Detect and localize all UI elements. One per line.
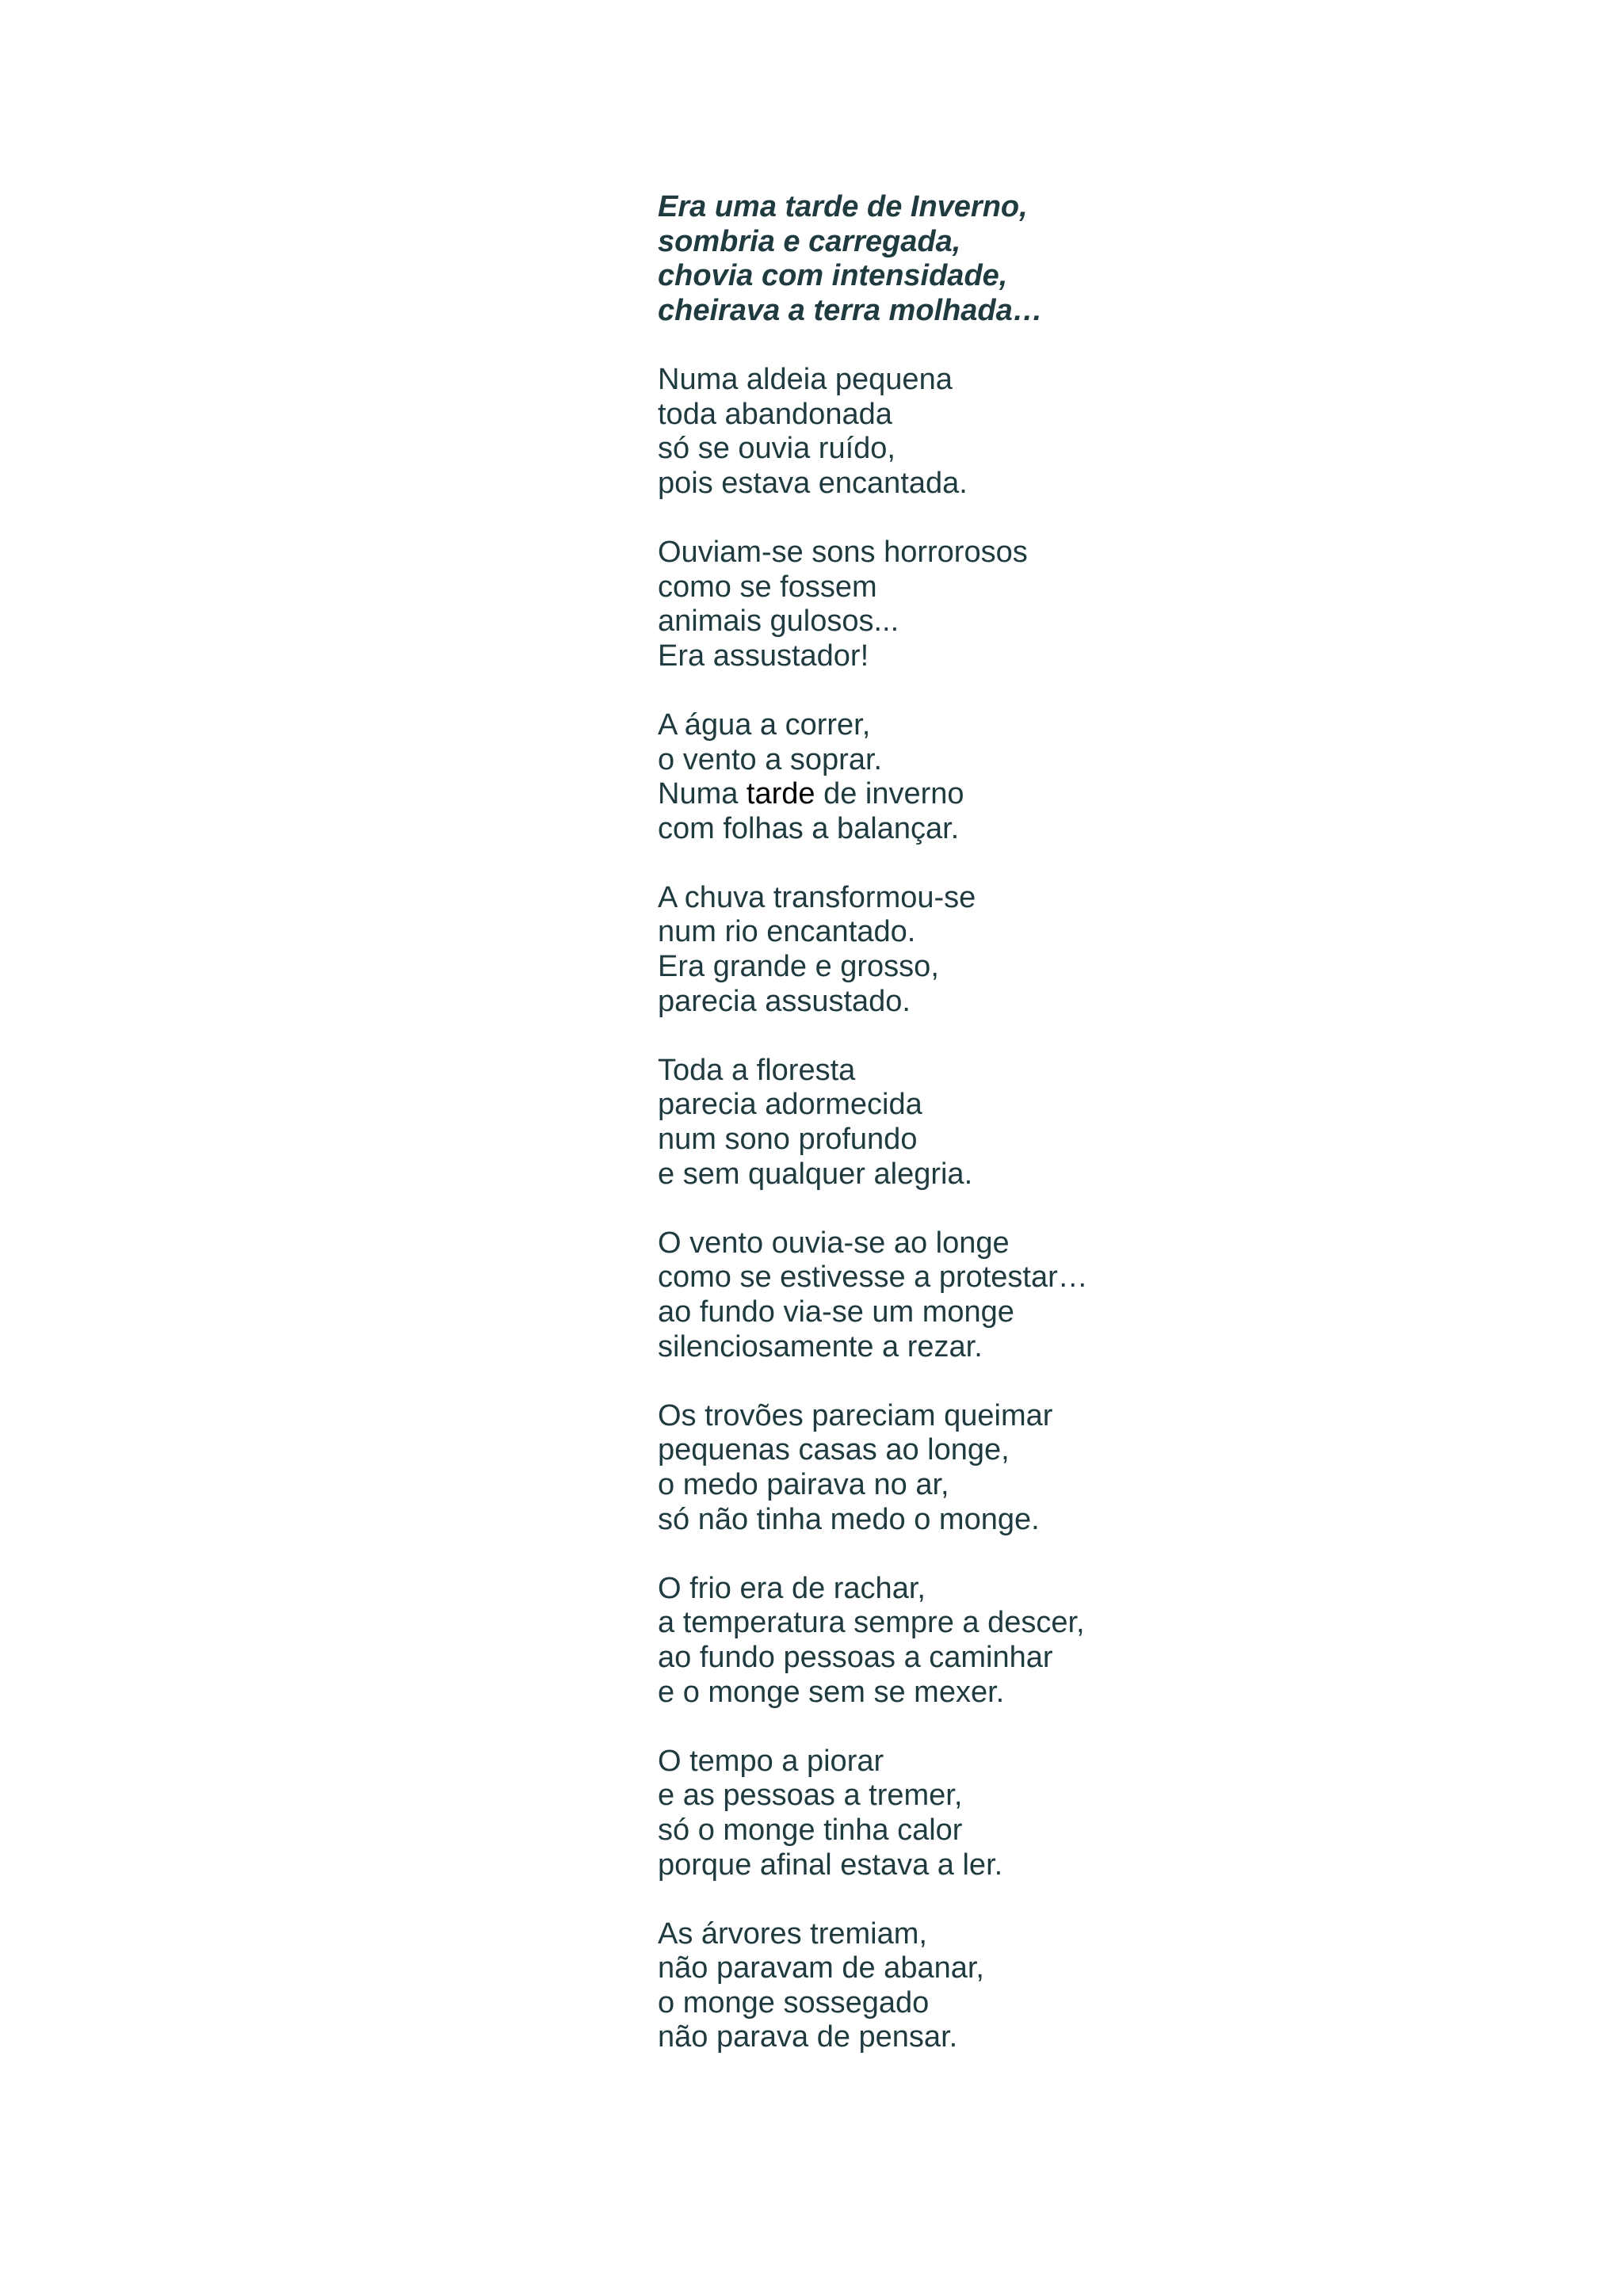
poem-line: num rio encantado. xyxy=(658,915,916,949)
poem-stanza xyxy=(658,1399,1371,1537)
poem-line: só não tinha medo o monge. xyxy=(658,1502,1040,1536)
poem-stanza xyxy=(658,708,1371,846)
poem-body xyxy=(658,190,1371,2090)
poem-line: cheirava a terra molhada… xyxy=(658,293,1043,327)
poem-line: Toda a floresta xyxy=(658,1053,856,1087)
poem-line: e sem qualquer alegria. xyxy=(658,1157,973,1191)
poem-line: não paravam de abanar, xyxy=(658,1951,984,1985)
poem-line: Ouviam-se sons horrorosos xyxy=(658,535,1028,569)
poem-stanza xyxy=(658,1745,1371,1882)
poem-line: ao fundo via-se um monge xyxy=(658,1295,1014,1329)
poem-line-segment: de inverno xyxy=(815,777,964,811)
poem-stanza xyxy=(658,1917,1371,2055)
poem-line: Numa aldeia pequena xyxy=(658,362,953,396)
poem-line: só se ouvia ruído, xyxy=(658,432,896,466)
poem-stanza xyxy=(658,881,1371,1019)
poem-line: toda abandonada xyxy=(658,397,892,431)
poem-stanza xyxy=(658,536,1371,673)
poem-line: com folhas a balançar. xyxy=(658,811,960,845)
poem-line: O tempo a piorar xyxy=(658,1744,884,1778)
poem-stanza xyxy=(658,363,1371,501)
poem-line: chovia com intensidade, xyxy=(658,259,1008,293)
poem-line: só o monge tinha calor xyxy=(658,1813,963,1847)
poem-line: animais gulosos... xyxy=(658,605,899,639)
poem-line: o medo pairava no ar, xyxy=(658,1467,949,1501)
poem-line: O frio era de rachar, xyxy=(658,1571,926,1605)
poem-line: O vento ouvia-se ao longe xyxy=(658,1226,1010,1260)
poem-line: como se estivesse a protestar… xyxy=(658,1261,1088,1295)
poem-line: a temperatura sempre a descer, xyxy=(658,1606,1085,1640)
poem-line: As árvores tremiam, xyxy=(658,1917,927,1951)
poem-line: num sono profundo xyxy=(658,1123,918,1157)
poem-line: Era assustador! xyxy=(658,639,869,673)
poem-line: Era uma tarde de Inverno, xyxy=(658,190,1028,223)
poem-line: porque afinal estava a ler. xyxy=(658,1848,1003,1882)
poem-line: pois estava encantada. xyxy=(658,466,968,500)
poem-line: A água a correr, xyxy=(658,707,871,742)
poem-line: A chuva transformou-se xyxy=(658,880,976,914)
poem-line: parecia adormecida xyxy=(658,1088,922,1122)
poem-intro-stanza xyxy=(658,190,1371,328)
poem-line: ao fundo pessoas a caminhar xyxy=(658,1640,1053,1674)
poem-highlight-word: tarde xyxy=(746,777,815,811)
poem-line: como se fossem xyxy=(658,570,877,604)
poem-line: pequenas casas ao longe, xyxy=(658,1433,1010,1467)
poem-line: não parava de pensar. xyxy=(658,2020,958,2054)
poem-stanza xyxy=(658,1054,1371,1192)
poem-line: e as pessoas a tremer, xyxy=(658,1779,963,1813)
poem-stanza xyxy=(658,1572,1371,1710)
poem-line xyxy=(658,777,1371,812)
poem-line: o vento a soprar. xyxy=(658,742,883,776)
poem-line: sombria e carregada, xyxy=(658,224,961,258)
poem-line: Os trovões pareciam queimar xyxy=(658,1398,1053,1432)
poem-line: o monge sossegado xyxy=(658,1985,930,2019)
poem-line: e o monge sem se mexer. xyxy=(658,1675,1005,1709)
poem-stanza xyxy=(658,1226,1371,1364)
poem-line: Era grande e grosso, xyxy=(658,950,939,984)
poem-line: parecia assustado. xyxy=(658,984,911,1018)
poem-line-segment: Numa xyxy=(658,777,747,811)
poem-line: silenciosamente a rezar. xyxy=(658,1329,983,1363)
